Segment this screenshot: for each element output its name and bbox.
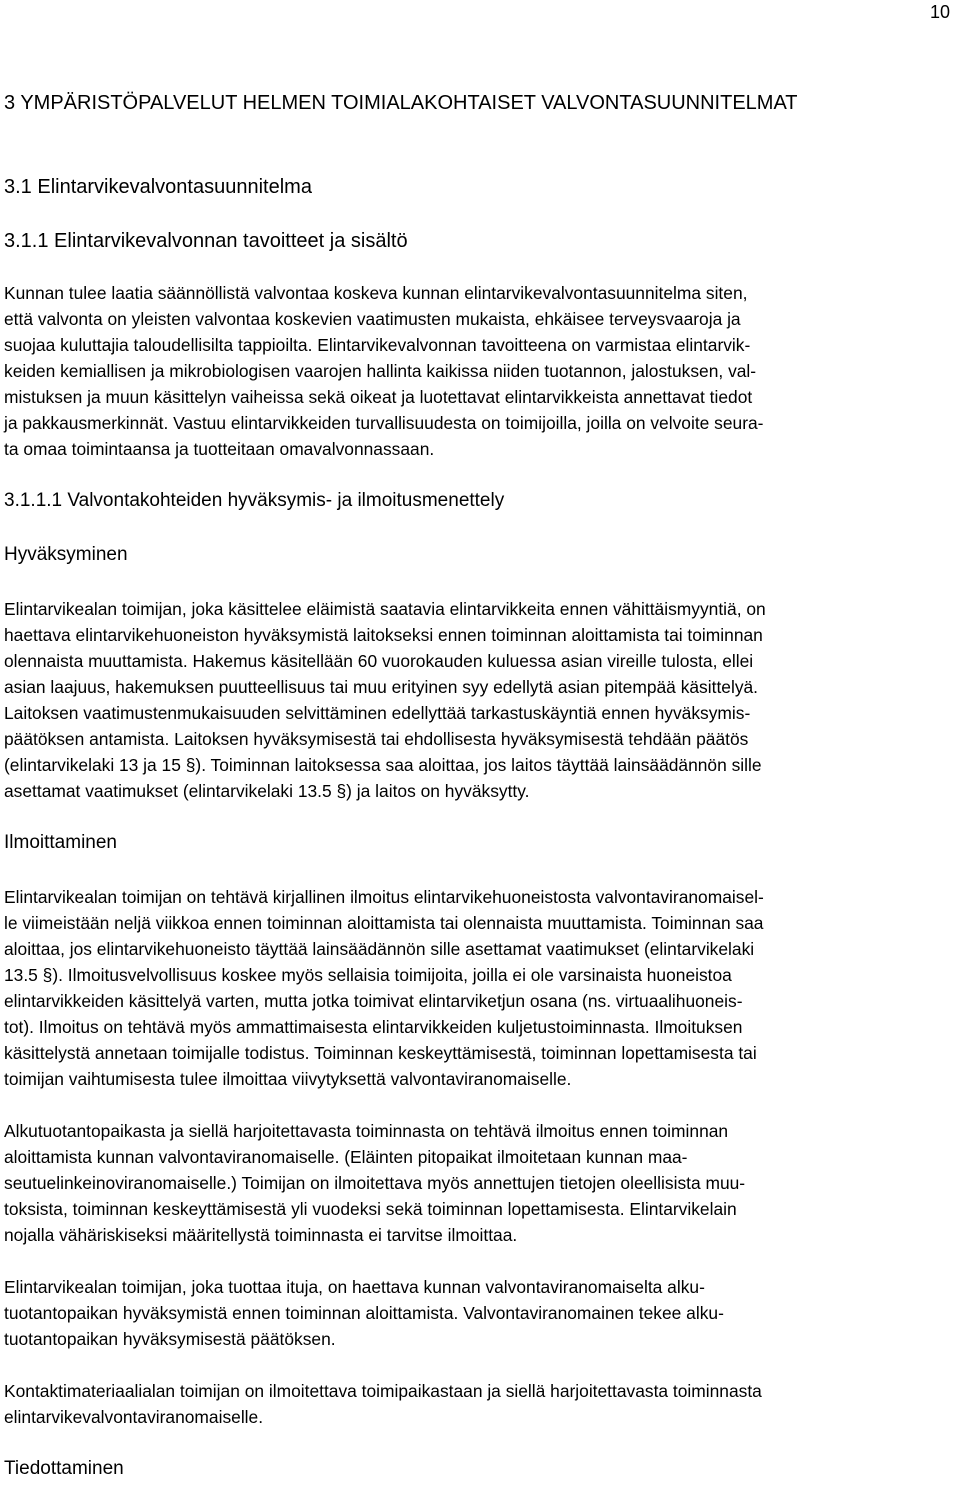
subsubsection-heading: 3.1.1.1 Valvontakohteiden hyväksymis- ja ilmoitusmenettely [4,490,505,511]
chapter-heading: 3 YMPÄRISTÖPALVELUT HELMEN TOIMIALAKOHTAISET VALVONTASUUNNITELMAT [4,92,798,114]
ilmoittaminen-paragraph: Elintarvikealan toimijan on tehtävä kirjallinen ilmoitus elintarvikehuoneistosta valvontaviranomaisel- le viimeistään neljä viikkoa ennen toiminnan aloittamista tai olennaista muuttamista. Toiminnan saa aloittaa, jos elintarvikehuoneisto täyttää lainsäädännön sille asettamat vaatimukset (elintarvikelaki 13.5 §). Ilmoitusvelvollisuus koskee myös sellaisia toimijoita, joilla ei ole varsinaista huoneistoa elintarvikkeiden käsittelyä varten, mutta jotka toimivat elintarviketjun osana (ns. virtuaalihuoneis- tot). Ilmoitus on tehtävä myös ammattimaisesta elintarvikkeiden kuljetustoiminnasta. Ilmoituksen käsittelystä annetaan toimijalle todistus. Toiminnan keskeyttämisestä, toiminnan lopettamisesta tai toimijan vaihtumisesta tulee ilmoittaa viivytyksettä valvontaviranomaiselle. [4,887,764,1089]
page-number: 10 [929,2,950,22]
subsection-heading: 3.1.1 Elintarvikevalvonnan tavoitteet ja sisältö [4,230,408,252]
hyvaksyminen-heading: Hyväksyminen [4,544,128,565]
kontaktimateriaali-paragraph: Kontaktimateriaalialan toimijan on ilmoitettava toimipaikastaan ja siellä harjoitettavasta toiminnasta elintarvikevalvontaviranomaiselle. [4,1381,762,1427]
tiedottaminen-heading: Tiedottaminen [4,1458,124,1479]
ituja-paragraph: Elintarvikealan toimijan, joka tuottaa ituja, on haettava kunnan valvontaviranomaiselta alku- tuotantopaikan hyväksymistä ennen toiminnan aloittamista. Valvontaviranomainen tekee alku- tuotantopaikan hyväksymisestä päätöksen. [4,1277,724,1349]
hyvaksyminen-paragraph: Elintarvikealan toimijan, joka käsittelee eläimistä saatavia elintarvikkeita ennen vähittäismyyntiä, on haettava elintarvikehuoneiston hyväksymistä laitokseksi ennen toiminnan aloittamista tai toiminnan olennaista muuttamista. Hakemus käsitellään 60 vuorokauden kuluessa asian vireille tulosta, ellei asian laajuus, hakemuksen puutteellisuus tai muu erityinen syy edellytä asian pitempää käsittelyä. Laitoksen vaatimustenmukaisuuden selvittäminen edellyttää tarkastuskäyntiä ennen hyväksymis- päätöksen antamista. Laitoksen hyväksymisestä tai ehdollisesta hyväksymisestä tehdään päätös (elintarvikelaki 13 ja 15 §). Toiminnan laitoksessa saa aloittaa, jos laitos täyttää lainsäädännön sille asettamat vaatimukset (elintarvikelaki 13.5 §) ja laitos on hyväksytty. [4,599,766,801]
ilmoittaminen-heading: Ilmoittaminen [4,832,117,853]
document-body [4,90,958,1510]
alkutuotanto-paragraph: Alkutuotantopaikasta ja siellä harjoitettavasta toiminnasta on tehtävä ilmoitus ennen toiminnan aloittamista kunnan valvontaviranomaiselle. (Eläinten pitopaikat ilmoitetaan kunnan maa- seutuelinkeinoviranomaiselle.) Toimijan on ilmoitettava myös annettujen tietojen oleellisista muu- toksista, toiminnan keskeyttämisestä yli vuodeksi sekä toiminnan lopettamisesta. Elintarvikelain nojalla vähäriskiseksi määritellystä toiminnasta ei tarvitse ilmoittaa. [4,1121,746,1245]
section-heading: 3.1 Elintarvikevalvontasuunnitelma [4,176,312,198]
intro-paragraph: Kunnan tulee laatia säännöllistä valvontaa koskeva kunnan elintarvikevalvontasuunnitelma siten, että valvonta on yleisten valvontaa koskevien vaatimusten mukaista, ehkäisee terveysvaaroja ja suojaa kuluttajia taloudellisilta tappioilta. Elintarvikevalvonnan tavoitteena on varmistaa elintarvik- keiden kemiallisen ja mikrobiologisen vaarojen hallinta kaikissa niiden tuotannon, jalostuksen, val- mistuksen ja muun käsittelyn vaiheissa sekä oikeat ja luotettavat elintarvikkeista annettavat tiedot ja pakkausmerkinnät. Vastuu elintarvikkeiden turvallisuudesta on toimijoilla, joilla on velvoite seura- ta omaa toimintaansa ja tuotteitaan omavalvonnassaan. [4,283,764,459]
